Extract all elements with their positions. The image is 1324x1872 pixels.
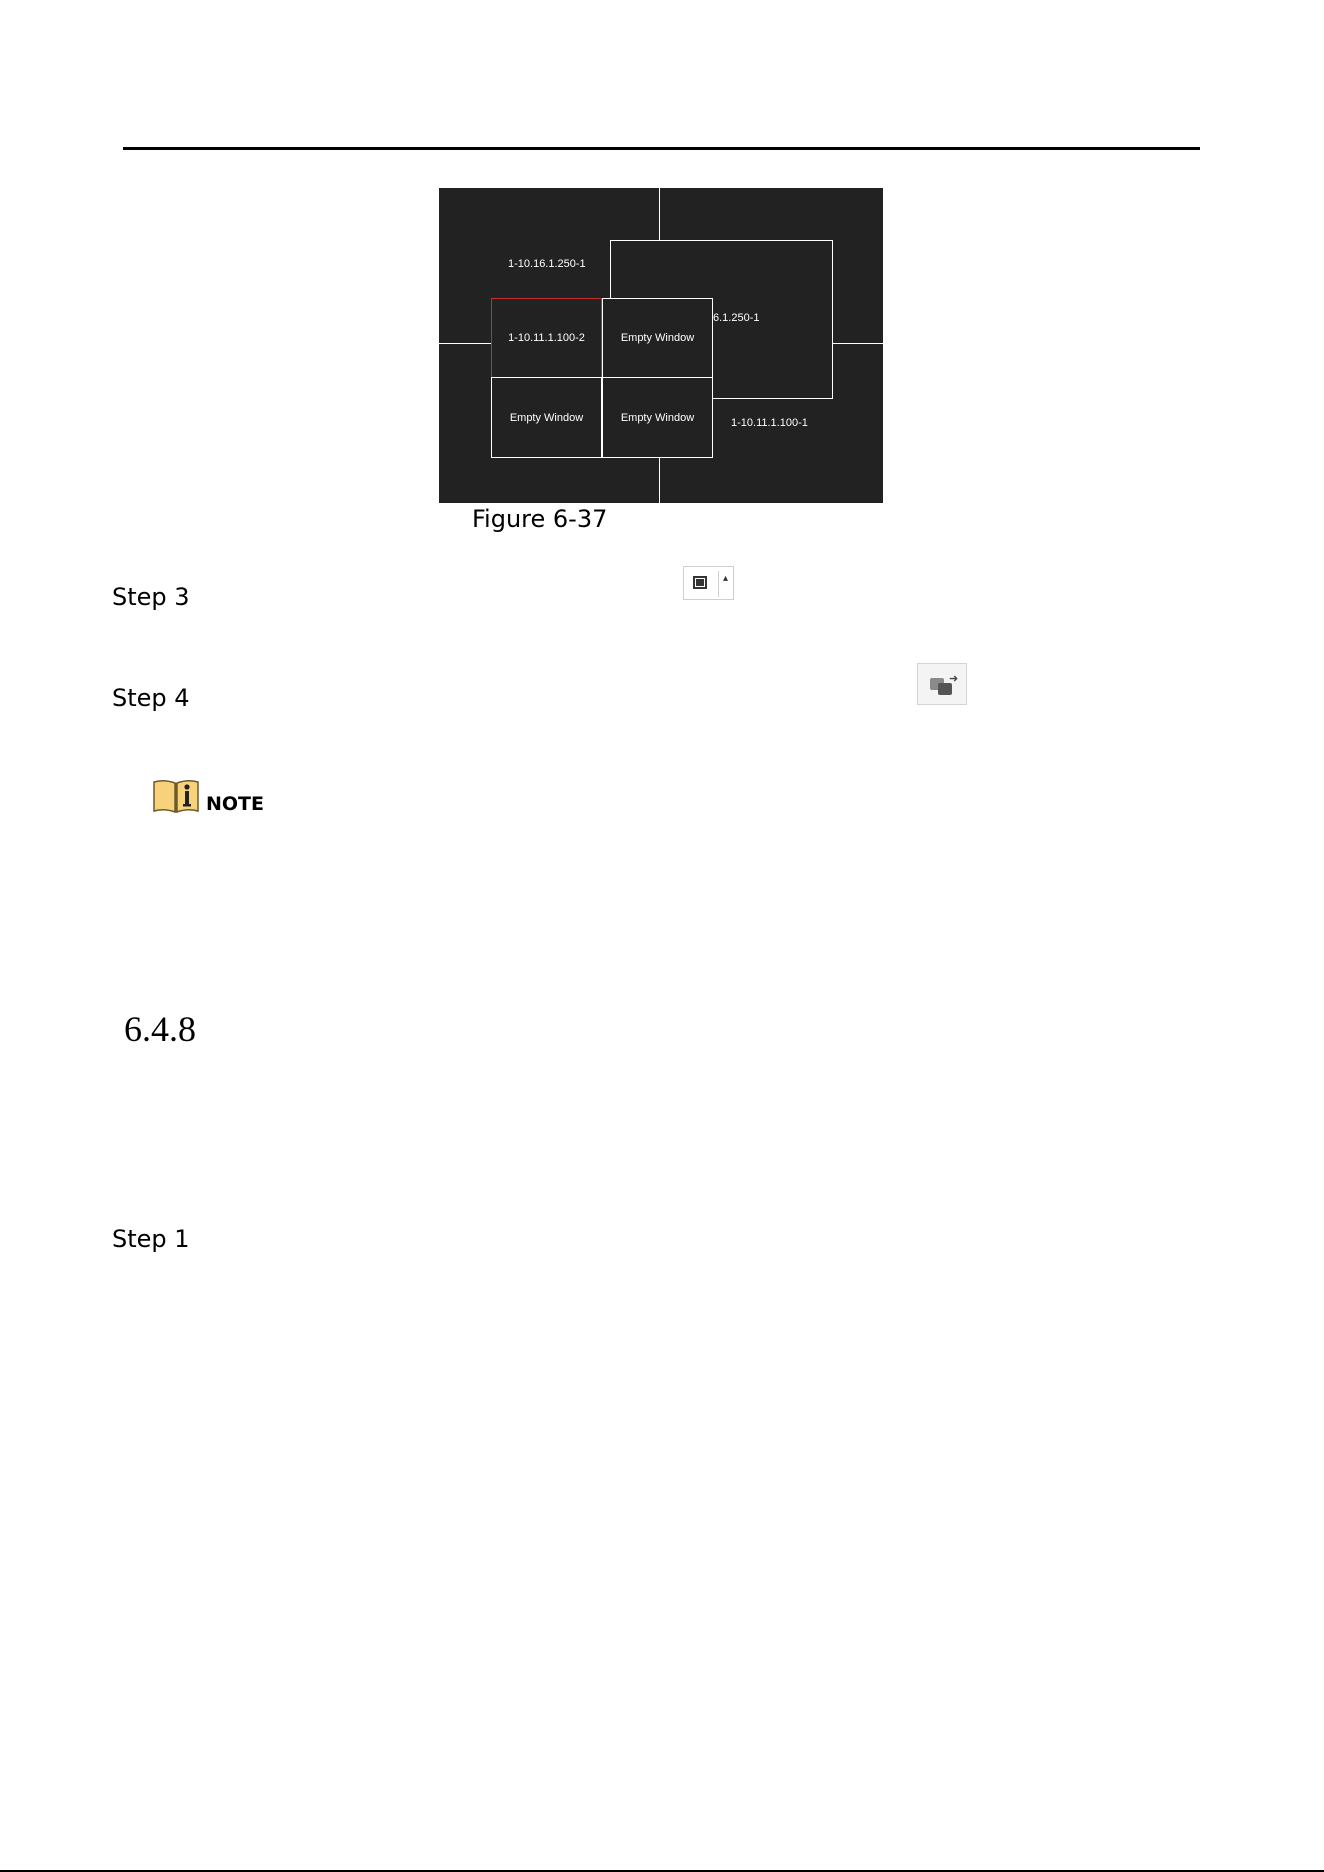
split-cell-1[interactable] bbox=[491, 298, 602, 378]
figure-caption: Figure 6-37 bbox=[472, 505, 608, 533]
split-cell-1-label: 1-10.11.1.100-2 bbox=[508, 332, 585, 344]
split-cell-2[interactable] bbox=[602, 298, 713, 378]
divider-horizontal-right bbox=[833, 343, 883, 344]
window-label-bottom-right: 1-10.11.1.100-1 bbox=[731, 417, 808, 429]
switch-screen-button[interactable] bbox=[917, 663, 967, 705]
chevron-up-icon: ▴ bbox=[723, 573, 729, 584]
split-cell-3-label: Empty Window bbox=[509, 411, 584, 424]
split-cell-4-label: Empty Window bbox=[620, 411, 695, 424]
divider-vertical-bottom bbox=[659, 458, 660, 503]
overlay-window-label: 6.1.250-1 bbox=[713, 312, 760, 324]
window-layout-icon bbox=[693, 576, 707, 589]
arrow-icon: ➜ bbox=[949, 673, 959, 685]
split-cell-3[interactable] bbox=[491, 377, 602, 458]
step-4-label: Step 4 bbox=[112, 684, 190, 712]
section-number: 6.4.8 bbox=[124, 1009, 196, 1049]
step-3-label: Step 3 bbox=[112, 583, 190, 611]
split-cell-4[interactable] bbox=[602, 377, 713, 458]
window-label-top-left: 1-10.16.1.250-1 bbox=[508, 258, 586, 270]
divider-horizontal-left bbox=[439, 343, 491, 344]
split-cell-2-label: Empty Window bbox=[620, 332, 695, 344]
note-book-icon bbox=[152, 778, 200, 814]
note-label: NOTE bbox=[206, 793, 264, 815]
window-layout-button[interactable] bbox=[683, 566, 734, 600]
step-1-label: Step 1 bbox=[112, 1225, 190, 1253]
button-separator bbox=[718, 571, 719, 597]
divider-vertical-top bbox=[659, 188, 660, 240]
video-wall-figure bbox=[439, 188, 883, 503]
header-rule bbox=[123, 147, 1200, 150]
